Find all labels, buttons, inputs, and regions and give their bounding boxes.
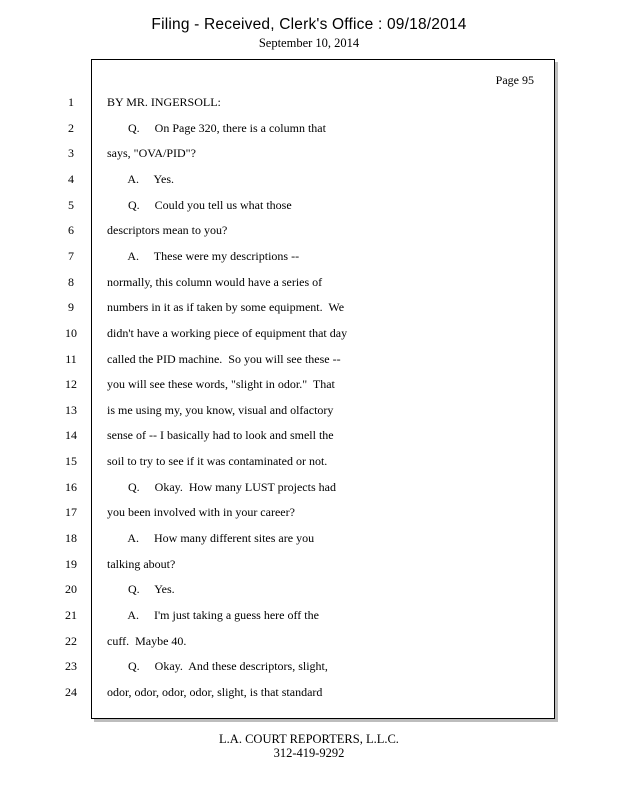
line-number: 4: [68, 172, 74, 186]
transcript-line: odor, odor, odor, odor, slight, is that standard: [107, 685, 323, 699]
deposition-date: September 10, 2014: [258, 36, 360, 50]
page-number-label: Page 95: [495, 73, 534, 87]
line-number: 15: [65, 454, 77, 468]
transcript-line: didn't have a working piece of equipment that day: [107, 326, 348, 340]
line-number: 10: [65, 326, 77, 340]
line-number: 12: [65, 377, 77, 391]
line-number: 2: [68, 121, 74, 135]
line-number: 8: [68, 275, 74, 289]
transcript-line: A. I'm just taking a guess here off the: [107, 608, 319, 622]
footer-company: L.A. COURT REPORTERS, L.L.C.: [219, 732, 399, 746]
transcript-line: talking about?: [107, 557, 176, 571]
line-number: 23: [65, 659, 77, 673]
transcript-line: Q. Okay. And these descriptors, slight,: [107, 659, 328, 673]
transcript-line: descriptors mean to you?: [107, 223, 228, 237]
transcript-line: cuff. Maybe 40.: [107, 634, 187, 648]
line-number: 20: [65, 582, 77, 596]
transcript-line: Q. On Page 320, there is a column that: [107, 121, 326, 135]
filing-stamp: Filing - Received, Clerk's Office : 09/18/2014: [151, 16, 467, 33]
transcript-line: you will see these words, "slight in odor." That: [107, 377, 335, 391]
line-number: 17: [65, 505, 77, 519]
line-number: 3: [68, 146, 74, 160]
transcript-line: A. These were my descriptions --: [107, 249, 300, 263]
transcript-line: Q. Could you tell us what those: [107, 198, 292, 212]
line-number: 13: [65, 403, 77, 417]
line-number: 11: [65, 352, 77, 366]
transcript-line: you been involved with in your career?: [107, 505, 295, 519]
line-number: 14: [65, 428, 77, 442]
footer-phone: 312-419-9292: [273, 746, 345, 760]
transcript-line: is me using my, you know, visual and olfactory: [107, 403, 334, 417]
transcript-line: A. Yes.: [107, 172, 175, 186]
transcript-line: Q. Yes.: [107, 582, 175, 596]
line-number: 21: [65, 608, 77, 622]
line-number: 16: [65, 480, 77, 494]
line-number: 22: [65, 634, 77, 648]
line-number: 9: [68, 300, 74, 314]
transcript-line: Q. Okay. How many LUST projects had: [107, 480, 336, 494]
transcript-line: A. How many different sites are you: [107, 531, 315, 545]
line-number: 18: [65, 531, 77, 545]
transcript-line: soil to try to see if it was contaminated or not.: [107, 454, 328, 468]
line-number: 5: [68, 198, 74, 212]
transcript-line: numbers in it as if taken by some equipment. We: [107, 300, 345, 314]
transcript-line: BY MR. INGERSOLL:: [107, 95, 221, 109]
line-number: 19: [65, 557, 77, 571]
transcript-line: says, "OVA/PID"?: [107, 146, 196, 160]
line-number: 7: [68, 249, 74, 263]
line-number: 24: [65, 685, 77, 699]
transcript-line: sense of -- I basically had to look and smell the: [107, 428, 334, 442]
line-number: 6: [68, 223, 74, 237]
transcript-line: called the PID machine. So you will see these --: [107, 352, 341, 366]
transcript-line: normally, this column would have a series of: [107, 275, 323, 289]
line-number: 1: [68, 95, 74, 109]
